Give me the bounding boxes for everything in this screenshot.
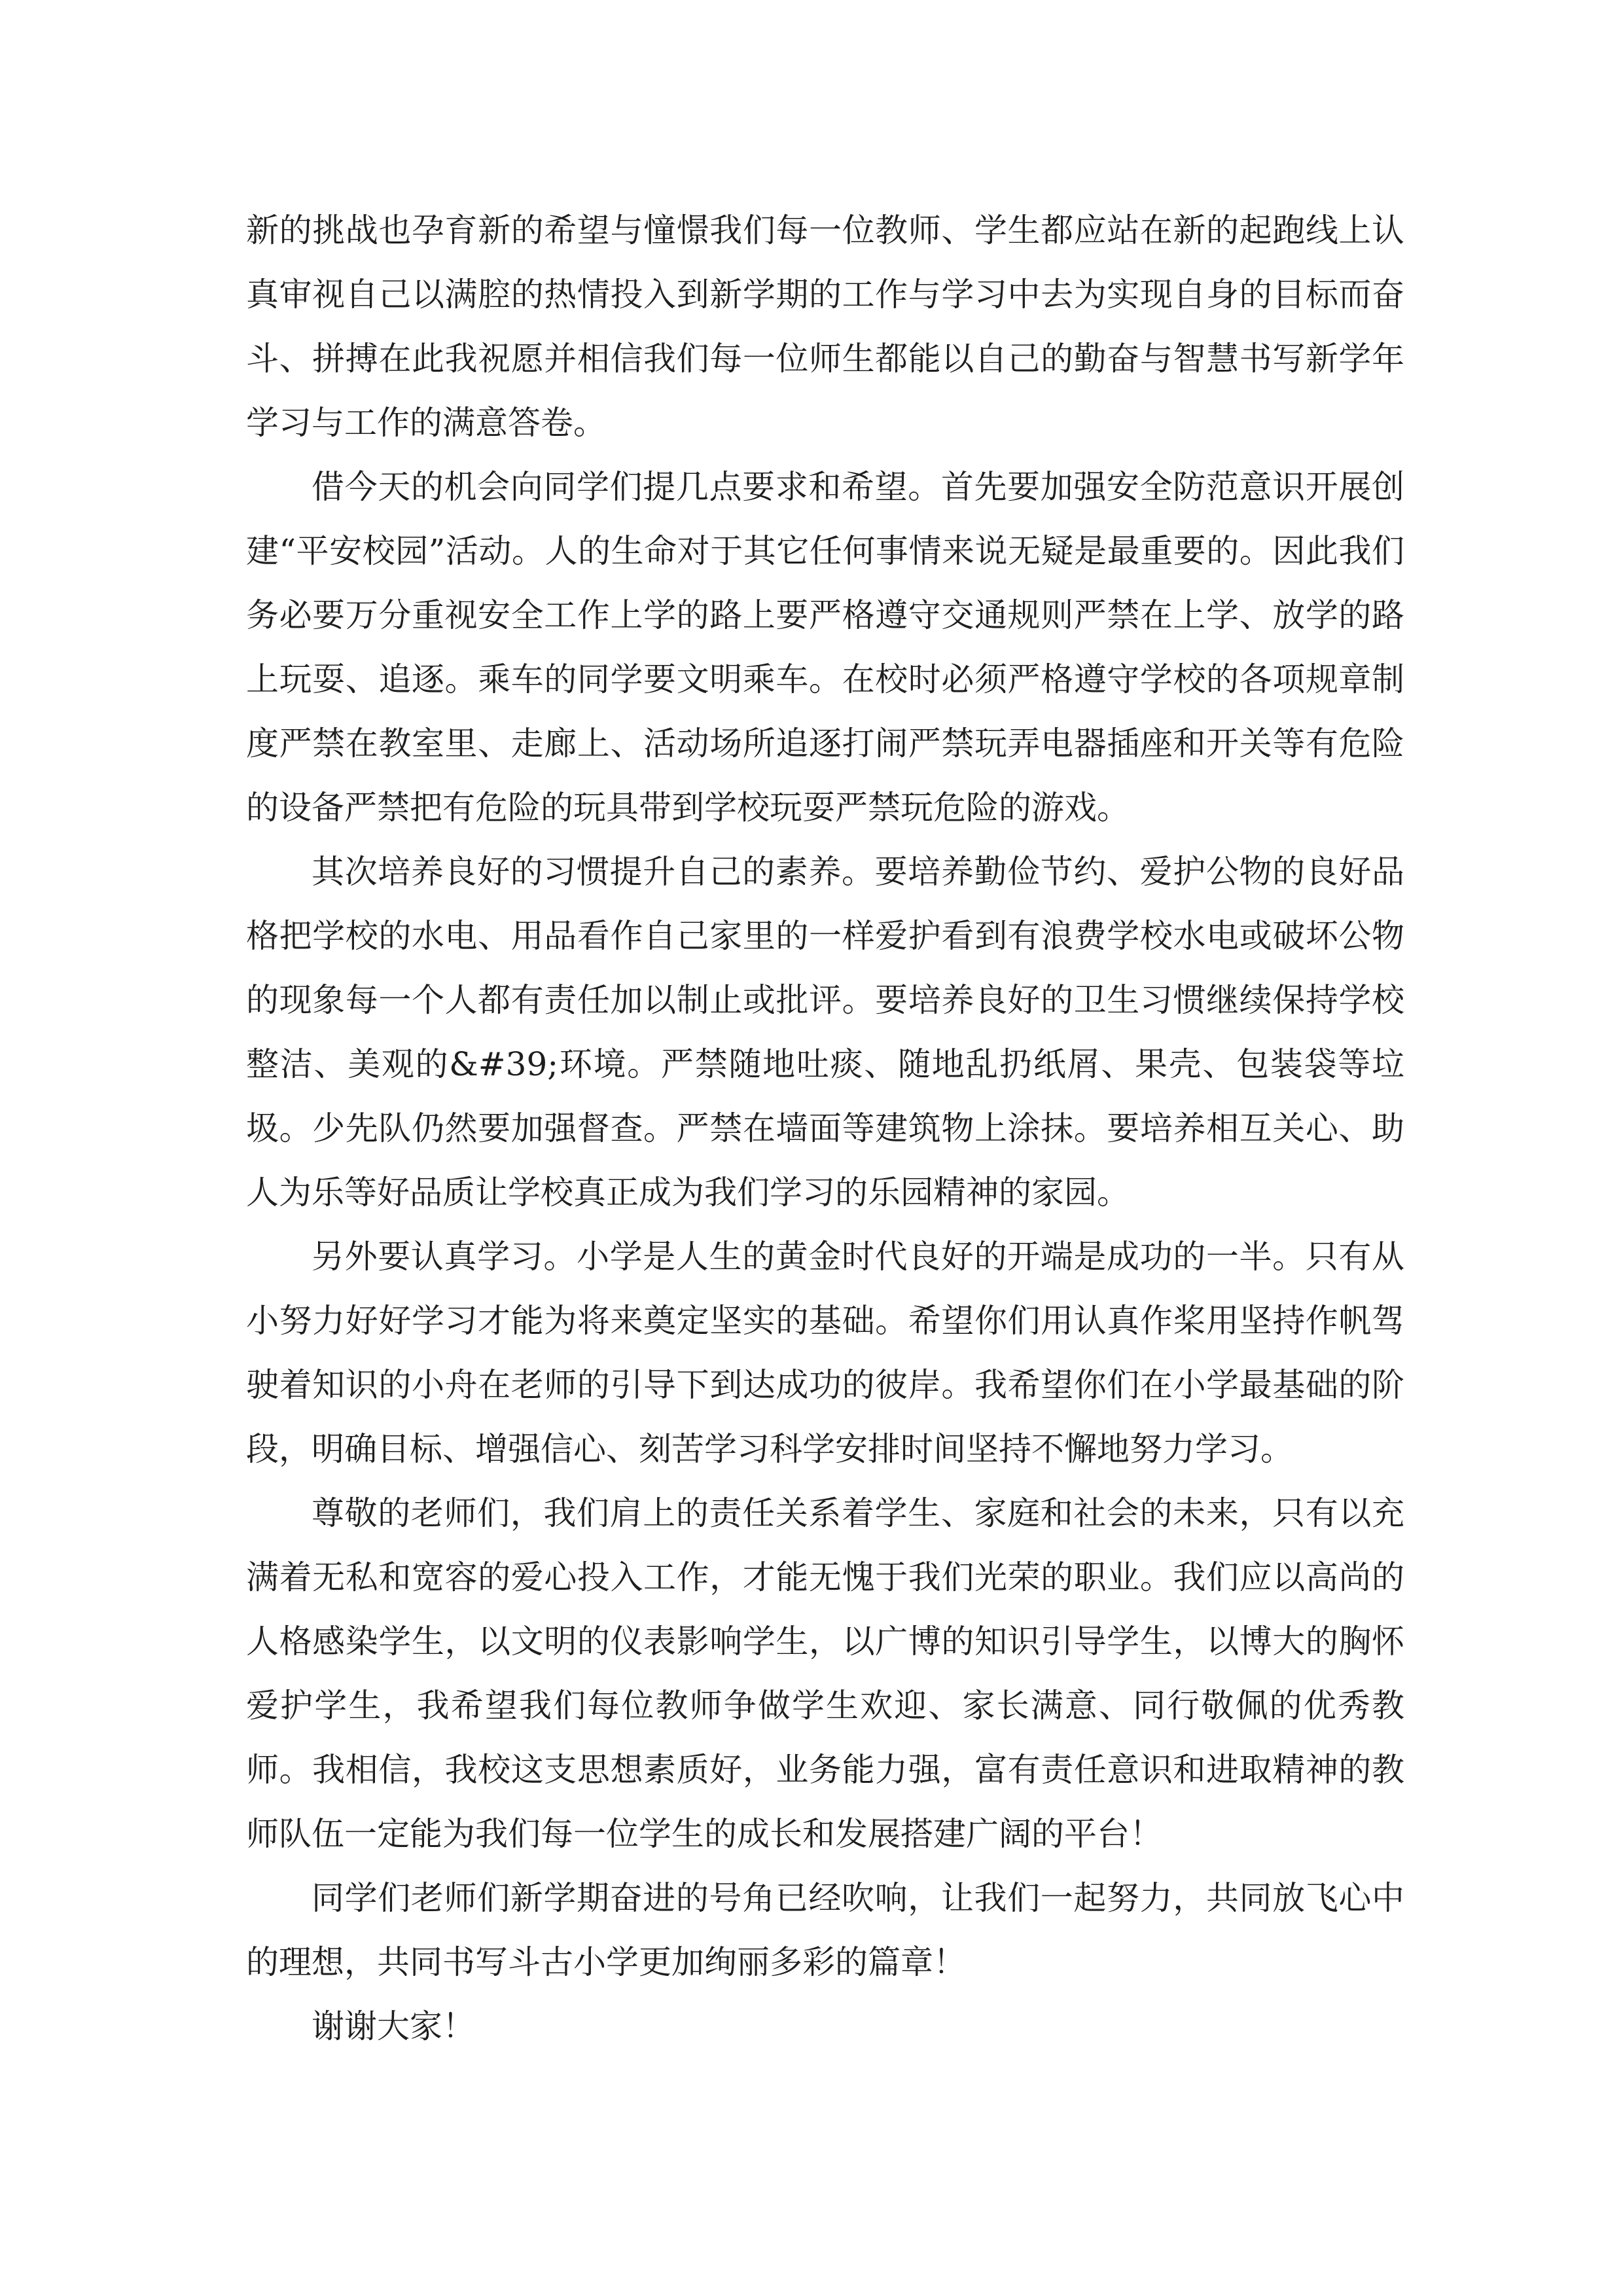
document-body	[246, 198, 1404, 2058]
paragraph-habits: 其次培养良好的习惯提升自己的素养。要培养勤俭节约、爱护公物的良好品格把学校的水电、用品看作自己家里的一样爱护看到有浪费学校水电或破坏公物的现象每一个人都有责任加以制止或批评。要培养良好的卫生习惯继续保持学校整洁、美观的&#39;环境。严禁随地吐痰、随地乱扔纸屑、果壳、包装袋等垃圾。少先队仍然要加强督查。严禁在墙面等建筑物上涂抹。要培养相互关心、助人为乐等好品质让学校真正成为我们学习的乐园精神的家园。	[246, 853, 1404, 1211]
paragraph-study: 另外要认真学习。小学是人生的黄金时代良好的开端是成功的一半。只有从小努力好好学习才能为将来奠定坚实的基础。希望你们用认真作桨用坚持作帆驾驶着知识的小舟在老师的引导下到达成功的彼岸。我希望你们在小学最基础的阶段，明确目标、增强信心、刻苦学习科学安排时间坚持不懈地努力学习。	[246, 1238, 1404, 1468]
paragraph-closing: 同学们老师们新学期奋进的号角已经吹响，让我们一起努力，共同放飞心中的理想，共同书写斗古小学更加绚丽多彩的篇章！	[246, 1879, 1404, 1981]
paragraph-continuation: 新的挑战也孕育新的希望与憧憬我们每一位教师、学生都应站在新的起跑线上认真审视自己以满腔的热情投入到新学期的工作与学习中去为实现自身的目标而奋斗、拼搏在此我祝愿并相信我们每一位师生都能以自己的勤奋与智慧书写新学年学习与工作的满意答卷。	[246, 211, 1404, 442]
paragraph-teachers: 尊敬的老师们，我们肩上的责任关系着学生、家庭和社会的未来，只有以充满着无私和宽容的爱心投入工作，才能无愧于我们光荣的职业。我们应以高尚的人格感染学生，以文明的仪表影响学生，以广博的知识引导学生，以博大的胸怀爱护学生，我希望我们每位教师争做学生欢迎、家长满意、同行敬佩的优秀教师。我相信，我校这支思想素质好，业务能力强，富有责任意识和进取精神的教师队伍一定能为我们每一位学生的成长和发展搭建广阔的平台！	[246, 1494, 1404, 1853]
paragraph-safety: 借今天的机会向同学们提几点要求和希望。首先要加强安全防范意识开展创建“平安校园”活动。人的生命对于其它任何事情来说无疑是最重要的。因此我们务必要万分重视安全工作上学的路上要严格遵守交通规则严禁在上学、放学的路上玩耍、追逐。乘车的同学要文明乘车。在校时必须严格遵守学校的各项规章制度严禁在教室里、走廊上、活动场所追逐打闹严禁玩弄电器插座和开关等有危险的设备严禁把有危险的玩具带到学校玩耍严禁玩危险的游戏。	[246, 468, 1404, 827]
paragraph-thanks: 谢谢大家！	[312, 2007, 475, 2045]
